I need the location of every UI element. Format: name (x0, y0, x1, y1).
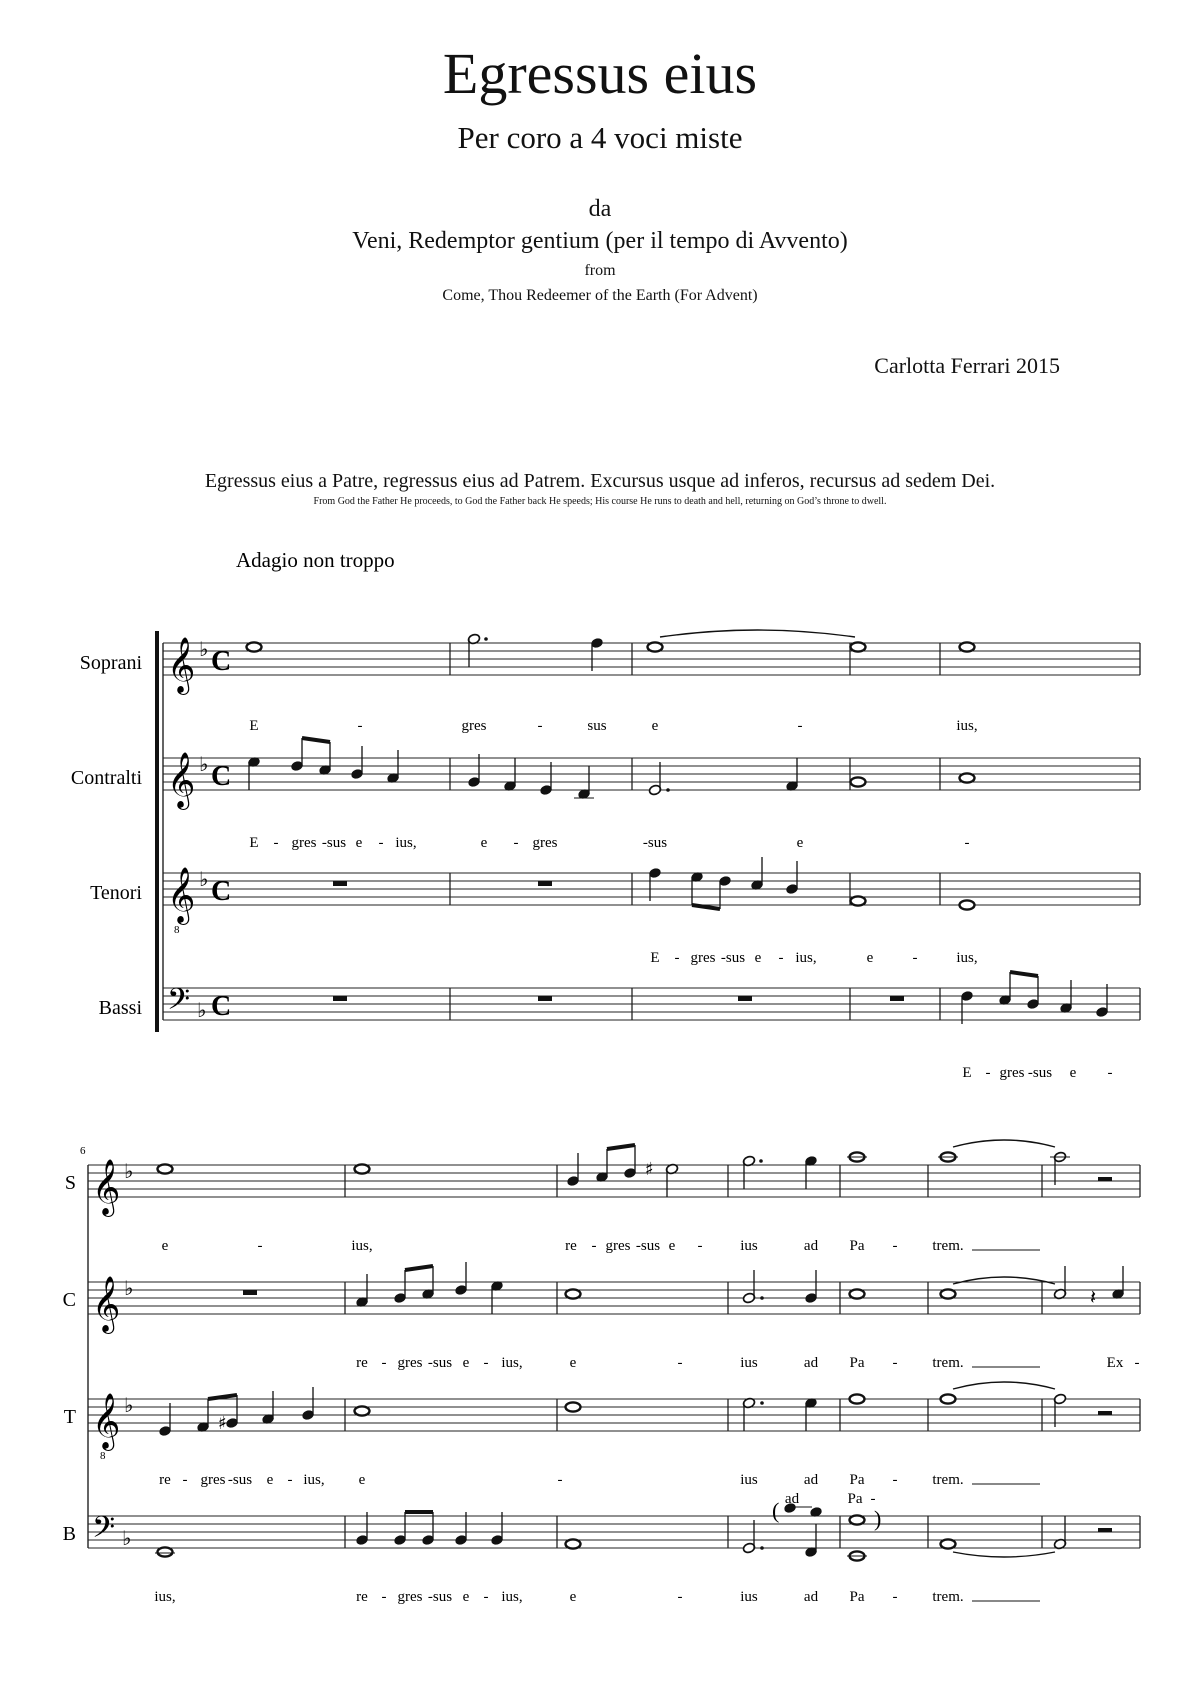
lyric-syllable: E (249, 835, 259, 851)
lyric-syllable: e (668, 1238, 676, 1254)
lyric-syllable: - (537, 718, 543, 734)
flat-icon: ♭ (199, 867, 209, 891)
lyric-syllable: ad (784, 1491, 800, 1507)
lyric-syllable: - (591, 1238, 597, 1254)
lyric-syllable: gres (397, 1355, 423, 1371)
whole-note (158, 1164, 173, 1173)
lyric-syllable: -sus (642, 835, 668, 851)
whole-note (941, 1539, 956, 1548)
lyric-syllable: ius, (956, 718, 978, 734)
composer-credit: Carlotta Ferrari 2015 (874, 353, 1060, 378)
lyric-syllable: e (355, 835, 363, 851)
lyric-syllable: -sus (1027, 1065, 1053, 1081)
augmentation-dot (760, 1546, 764, 1550)
lyric-syllable: -sus (227, 1472, 253, 1488)
flat-icon: ♭ (199, 637, 209, 661)
whole-note (566, 1539, 581, 1548)
lyric-syllable: re (356, 1589, 368, 1605)
whole-note (566, 1289, 581, 1298)
whole-note (960, 900, 975, 909)
lyric-syllable: - (797, 718, 803, 734)
lyric-syllable: trem. (932, 1355, 964, 1371)
lyric-syllable: - (381, 1355, 387, 1371)
lyric-syllable: - (287, 1472, 293, 1488)
augmentation-dot (759, 1159, 763, 1163)
lyric-syllable: - (677, 1589, 683, 1605)
beam (302, 738, 330, 742)
augmentation-dot (666, 788, 670, 792)
lyric-syllable: ad (803, 1589, 819, 1605)
lyric-syllable: - (1107, 1065, 1113, 1081)
english-text: From God the Father He proceeds, to God the Father back He speeds; His course He runs to death and hell, returning on God’s throne to dwell. (313, 496, 887, 507)
lyric-syllable: - (273, 835, 279, 851)
lyric-syllable: Pa (847, 1491, 863, 1507)
lyric-syllable: Ex (1106, 1355, 1124, 1371)
whole-note (850, 1394, 865, 1403)
beam (692, 905, 720, 909)
tie (953, 1140, 1055, 1147)
lyric-syllable: Pa (849, 1355, 865, 1371)
augmentation-dot (760, 1401, 764, 1405)
whole-rest (738, 996, 752, 1001)
lyric-syllable: ius (740, 1355, 758, 1371)
beam (607, 1145, 635, 1149)
whole-note (851, 777, 866, 786)
lyric-syllable: - (357, 718, 363, 734)
whole-note (355, 1406, 370, 1415)
source-prefix-en: from (584, 262, 616, 279)
part-abbr-c: C (62, 1289, 76, 1311)
lyric-syllable: - (381, 1589, 387, 1605)
whole-rest (243, 1290, 257, 1295)
part-label-bassi: Bassi (98, 997, 142, 1019)
lyric-syllable: ius (740, 1472, 758, 1488)
lyric-syllable: - (697, 1238, 703, 1254)
lyric-syllable: - (378, 835, 384, 851)
lyric-syllable: - (674, 950, 680, 966)
whole-note (648, 642, 663, 651)
source-work-en: Come, Thou Redeemer of the Earth (For Advent) (442, 287, 758, 304)
treble-clef-icon: 𝄞 (167, 752, 196, 808)
whole-note (355, 1164, 370, 1173)
whole-rest (333, 996, 347, 1001)
ossia-paren: ) (874, 1506, 882, 1531)
lyric-syllable: e (161, 1238, 169, 1254)
lyric-syllable: - (257, 1238, 263, 1254)
lyric-syllable: e (866, 950, 874, 966)
lyric-syllable: -sus (635, 1238, 661, 1254)
whole-note (960, 642, 975, 651)
whole-rest (538, 996, 552, 1001)
beam (405, 1266, 433, 1270)
part-abbr-t: T (63, 1406, 76, 1428)
part-abbr-s: S (64, 1172, 76, 1194)
lyric-syllable: e (569, 1589, 577, 1605)
lyric-syllable: sus (587, 718, 607, 734)
augmentation-dot (760, 1296, 764, 1300)
tie (953, 1277, 1055, 1284)
lyric-syllable: - (892, 1589, 898, 1605)
lyric-syllable: e (754, 950, 762, 966)
lyric-syllable: re (565, 1238, 577, 1254)
lyric-syllable: e (480, 835, 488, 851)
lyric-syllable: - (892, 1472, 898, 1488)
lyric-syllable: -sus (720, 950, 746, 966)
lyric-syllable: ad (803, 1472, 819, 1488)
beam (1010, 972, 1038, 976)
lyric-syllable: - (985, 1065, 991, 1081)
half-rest (1098, 1528, 1112, 1532)
lyric-syllable: e (569, 1355, 577, 1371)
whole-rest (538, 881, 552, 886)
lyric-syllable: ius, (351, 1238, 373, 1254)
part-label-contralti: Contralti (70, 767, 142, 789)
part-abbr-b: B (62, 1523, 76, 1545)
time-signature: C (211, 761, 232, 792)
source-work-it: Veni, Redemptor gentium (per il tempo di Avvento) (352, 228, 848, 254)
sharp-icon: ♯ (645, 1159, 654, 1180)
lyric-syllable: gres (605, 1238, 631, 1254)
treble-clef-icon: 𝄞 (92, 1393, 121, 1449)
octave-treble-marker: 8 (174, 924, 180, 936)
lyric-syllable: ius (740, 1238, 758, 1254)
treble-clef-icon: 𝄞 (92, 1276, 121, 1332)
quarter-rest-icon: 𝄽 (1090, 1285, 1097, 1309)
lyric-syllable: ius, (956, 950, 978, 966)
lyric-syllable: Pa (849, 1238, 865, 1254)
lyric-syllable: e (796, 835, 804, 851)
tie (953, 1552, 1055, 1557)
whole-rest (333, 881, 347, 886)
whole-note (850, 1289, 865, 1298)
time-signature: C (211, 876, 232, 907)
tie (953, 1382, 1055, 1389)
lyric-syllable: ad (803, 1238, 819, 1254)
treble-clef-icon: 𝄞 (92, 1159, 121, 1215)
lyric-syllable: Pa (849, 1472, 865, 1488)
lyric-syllable: - (964, 835, 970, 851)
flat-icon: ♭ (122, 1526, 132, 1550)
lyric-syllable: trem. (932, 1238, 964, 1254)
lyric-syllable: gres (999, 1065, 1025, 1081)
whole-note (566, 1402, 581, 1411)
lyric-syllable: -sus (427, 1589, 453, 1605)
source-prefix-it: da (588, 196, 612, 222)
piece-title: Egressus eius (442, 41, 758, 106)
lyric-syllable: ius, (395, 835, 417, 851)
lyric-syllable: E (650, 950, 660, 966)
lyric-syllable: e (462, 1589, 470, 1605)
lyric-syllable: ius, (795, 950, 817, 966)
lyric-syllable: E (962, 1065, 972, 1081)
lyric-syllable: re (159, 1472, 171, 1488)
treble-clef-icon: 𝄞 (167, 867, 196, 923)
piece-subtitle: Per coro a 4 voci miste (457, 120, 743, 155)
lyric-syllable: - (483, 1355, 489, 1371)
bass-clef-icon: 𝄢 (167, 983, 191, 1024)
lyric-syllable: gres (532, 835, 558, 851)
lyric-syllable: gres (397, 1589, 423, 1605)
whole-rest (890, 996, 904, 1001)
lyric-syllable: - (513, 835, 519, 851)
lyric-syllable: ius, (501, 1589, 523, 1605)
lyric-syllable: - (182, 1472, 188, 1488)
lyric-syllable: trem. (932, 1589, 964, 1605)
lyric-syllable: - (892, 1355, 898, 1371)
lyric-syllable: gres (200, 1472, 226, 1488)
whole-note (158, 1547, 173, 1556)
lyric-syllable: e (462, 1355, 470, 1371)
lyric-syllable: gres (461, 718, 487, 734)
latin-text: Egressus eius a Patre, regressus eius ad Patrem. Excursus usque ad inferos, recursus ad sedem Dei. (204, 470, 996, 492)
half-rest (1098, 1411, 1112, 1415)
lyric-syllable: re (356, 1355, 368, 1371)
whole-note (941, 1289, 956, 1298)
treble-clef-icon: 𝄞 (167, 637, 196, 693)
lyric-syllable: ius, (154, 1589, 176, 1605)
lyric-syllable: - (870, 1491, 876, 1507)
flat-icon: ♭ (197, 998, 207, 1022)
whole-note (851, 642, 866, 651)
flat-icon: ♭ (124, 1159, 134, 1183)
lyric-syllable: gres (690, 950, 716, 966)
tempo-marking: Adagio non troppo (236, 548, 395, 572)
whole-note (850, 1515, 865, 1524)
lyric-syllable: -sus (427, 1355, 453, 1371)
flat-icon: ♭ (199, 752, 209, 776)
sharp-icon: ♯ (218, 1413, 227, 1434)
part-label-tenori: Tenori (90, 882, 142, 904)
lyric-syllable: ius (740, 1589, 758, 1605)
lyric-syllable: - (483, 1589, 489, 1605)
measure-number: 6 (80, 1145, 86, 1157)
lyric-syllable: E (249, 718, 259, 734)
lyric-syllable: ius, (303, 1472, 325, 1488)
lyric-syllable: - (912, 950, 918, 966)
octave-treble-marker: 8 (100, 1450, 106, 1462)
tie (660, 630, 855, 637)
flat-icon: ♭ (124, 1276, 134, 1300)
ossia-paren: ( (772, 1498, 780, 1523)
flat-icon: ♭ (124, 1393, 134, 1417)
whole-note (941, 1394, 956, 1403)
lyric-syllable: - (557, 1472, 563, 1488)
lyric-syllable: e (1069, 1065, 1077, 1081)
part-label-soprani: Soprani (79, 652, 142, 674)
time-signature: C (211, 991, 232, 1022)
time-signature: C (211, 646, 232, 677)
lyric-syllable: Pa (849, 1589, 865, 1605)
bass-clef-icon: 𝄢 (92, 1511, 116, 1552)
lyric-syllable: - (677, 1355, 683, 1371)
lyric-syllable: - (1134, 1355, 1140, 1371)
lyric-syllable: e (266, 1472, 274, 1488)
lyric-syllable: trem. (932, 1472, 964, 1488)
half-rest (1098, 1177, 1112, 1181)
lyric-syllable: - (892, 1238, 898, 1254)
lyric-syllable: gres (291, 835, 317, 851)
lyric-syllable: ad (803, 1355, 819, 1371)
lyric-syllable: -sus (321, 835, 347, 851)
whole-note (247, 642, 262, 651)
whole-note (960, 773, 975, 782)
beam (208, 1395, 237, 1399)
whole-note (851, 896, 866, 905)
lyric-syllable: e (358, 1472, 366, 1488)
augmentation-dot (484, 637, 488, 641)
lyric-syllable: e (651, 718, 659, 734)
lyric-syllable: - (778, 950, 784, 966)
lyric-syllable: ius, (501, 1355, 523, 1371)
